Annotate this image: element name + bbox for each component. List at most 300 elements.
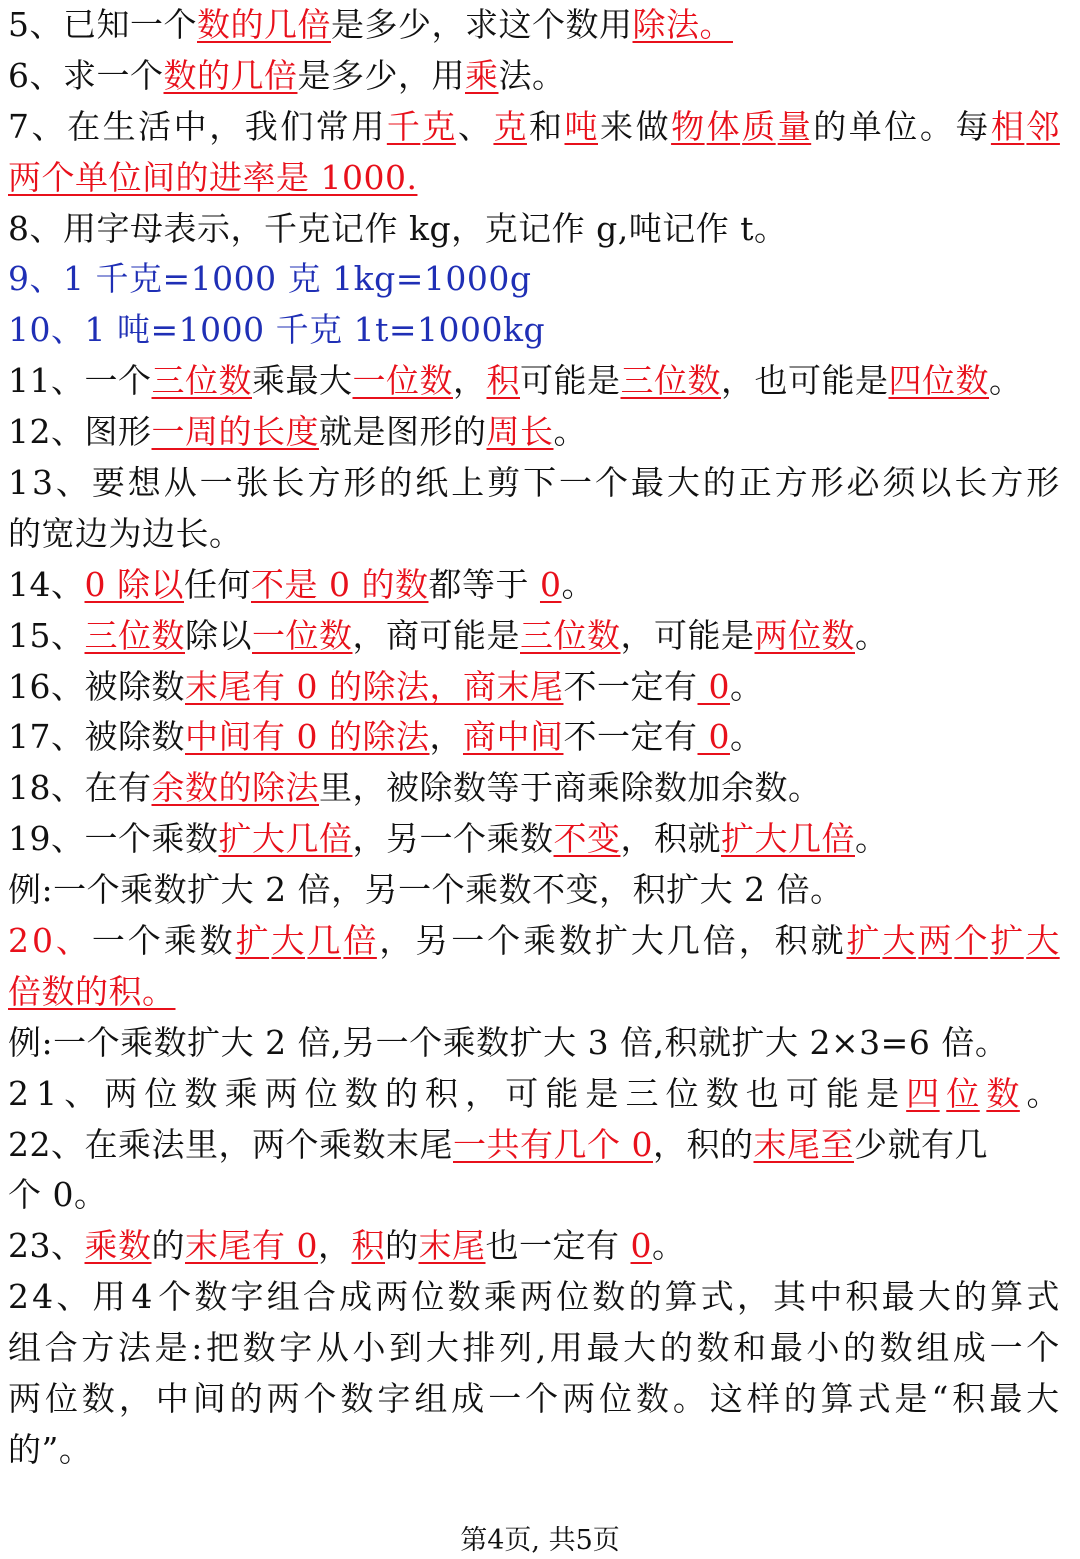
text-segment: 。: [652, 1226, 686, 1266]
text-char: 剪: [487, 463, 521, 503]
text-char: 小: [352, 1328, 387, 1368]
answer-blank: 不变: [553, 819, 621, 859]
text-char: 两: [918, 921, 952, 961]
text-char: 积: [845, 1277, 879, 1317]
text-char: 也: [745, 1073, 780, 1113]
text-char: “: [931, 1379, 949, 1419]
text-char: 数: [986, 1073, 1020, 1113]
answer-blank: 一位数: [252, 615, 353, 655]
text-char: 法: [117, 1328, 152, 1368]
text-char: 要: [91, 463, 126, 503]
text-char: 数: [447, 1277, 482, 1317]
text-char: 其: [773, 1277, 807, 1317]
text-segment: 16、被除数: [8, 666, 185, 706]
answer-blank: 商中间: [462, 717, 564, 757]
text-segment: 可能是: [520, 361, 621, 401]
text-char: 数: [696, 1328, 730, 1368]
text-char: 算: [990, 1277, 1024, 1317]
text-char: 2: [8, 921, 30, 961]
text-segment: 17、被除数: [8, 717, 185, 757]
answer-blank: 0 除以: [84, 564, 184, 604]
text-char: 是: [894, 1379, 928, 1419]
text-line: [8, 509, 1060, 560]
text-char: ，: [465, 1073, 499, 1113]
text-char: 扩: [846, 921, 880, 961]
text-char: 下: [523, 463, 557, 503]
text-line: [8, 1069, 1060, 1120]
text-char: 个: [525, 1379, 559, 1419]
text-segment: ，: [318, 1226, 352, 1266]
text-char: 一: [488, 1379, 522, 1419]
answer-blank: 两位数: [754, 615, 855, 655]
text-char: ，: [118, 1379, 153, 1419]
text-line: [8, 153, 1060, 204]
text-char: 、: [64, 1073, 98, 1113]
text-segment: 22、在乘法里，两个乘数末尾: [8, 1124, 453, 1164]
text-segment: 不一定有: [563, 717, 698, 757]
text-char: 上: [451, 463, 485, 503]
text-char: 大: [1026, 1379, 1060, 1419]
text-char: 纸: [415, 463, 449, 503]
text-char: 以: [918, 463, 952, 503]
text-segment: 12、图形: [8, 412, 152, 452]
text-char: 字: [230, 1277, 265, 1317]
text-char: 的: [953, 1277, 988, 1317]
text-line: [8, 458, 1060, 509]
text-char: 、: [457, 106, 492, 146]
answer-blank: 末尾有 0 的除法，商末尾: [185, 666, 564, 706]
text-char: 两: [375, 1277, 409, 1317]
text-char: 方: [81, 1328, 115, 1368]
text-char: 们: [280, 106, 314, 146]
answer-blank: 0: [697, 717, 730, 757]
text-char: 中: [173, 106, 208, 146]
answer-blank: 末尾有 0: [185, 1226, 318, 1266]
text-segment: ，可能是: [620, 615, 755, 655]
text-line: [8, 1374, 1060, 1425]
text-char: 样: [746, 1379, 781, 1419]
text-char: 长: [271, 463, 305, 503]
text-line: [8, 1221, 1060, 1272]
text-char: 位: [556, 1277, 590, 1317]
text-char: 中: [809, 1277, 843, 1317]
text-char: 最: [586, 1328, 621, 1368]
text-segment: ，积就: [620, 819, 721, 859]
text-char: 数: [184, 1073, 218, 1113]
answer-blank: 末尾: [418, 1226, 486, 1266]
answer-blank: 不是 0 的数: [251, 564, 429, 604]
text-char: 位: [884, 106, 918, 146]
text-char: 常: [315, 106, 350, 146]
text-char: 可: [505, 1073, 539, 1113]
answer-blank: 末尾至: [753, 1124, 854, 1164]
text-line: [8, 305, 1060, 356]
text-segment: 是多少，求这个数用: [331, 5, 633, 44]
text-segment: ，: [453, 361, 487, 401]
text-char: 张: [235, 463, 270, 503]
answer-blank: 周长: [486, 412, 554, 452]
text-char: 每: [955, 106, 989, 146]
text-char: 大: [666, 463, 701, 503]
text-char: 中: [155, 1379, 190, 1419]
text-line: [8, 763, 1060, 814]
text-char: 个: [158, 1277, 192, 1317]
text-char: 两: [519, 1277, 554, 1317]
text-char: 积: [425, 1073, 459, 1113]
text-char: 3: [31, 463, 54, 503]
text-segment: 少就有几: [854, 1124, 988, 1164]
text-char: 位: [599, 1379, 633, 1419]
text-char: 长: [954, 463, 988, 503]
answer-blank: 一周的长度: [151, 412, 319, 452]
text-segment: 14、: [8, 564, 85, 604]
text-char: 、: [31, 106, 66, 146]
text-char: 1: [36, 1073, 58, 1113]
text-char: 、: [55, 463, 90, 503]
text-char: 和: [733, 1328, 767, 1368]
text-char: 吨: [564, 106, 598, 146]
answer-blank: 乘: [465, 55, 499, 95]
text-char: 四: [906, 1073, 940, 1113]
text-line: [8, 814, 1060, 865]
text-char: 和: [528, 106, 563, 146]
text-char: 成: [339, 1277, 373, 1317]
text-char: 数: [340, 1379, 374, 1419]
text-line: [8, 916, 1060, 967]
text-segment: 的”。: [8, 1429, 93, 1469]
text-char: 用: [549, 1328, 584, 1368]
text-segment: 18、在有: [8, 768, 152, 808]
text-char: 个: [487, 921, 521, 961]
text-line: [8, 1120, 1060, 1171]
text-char: 数: [194, 1277, 228, 1317]
text-segment: 例:一个乘数扩大 2 倍,另一个乘数扩大 3 倍,积就扩大 2×3=6 倍。: [8, 1022, 1009, 1062]
text-char: 正: [738, 463, 773, 503]
text-char: 积: [774, 921, 809, 961]
text-char: 数: [81, 1379, 116, 1419]
text-char: 几: [307, 921, 341, 961]
text-char: 列: [499, 1328, 533, 1368]
text-char: 小: [806, 1328, 840, 1368]
text-char: 的: [813, 106, 847, 146]
text-char: 数: [879, 1328, 914, 1368]
text-char: 须: [882, 463, 916, 503]
text-char: 、: [56, 1277, 90, 1317]
text-char: 组: [8, 1328, 42, 1368]
answer-blank: 数的几倍: [197, 5, 331, 44]
text-char: 0: [31, 921, 54, 961]
text-char: 一: [199, 463, 234, 503]
text-char: 形: [810, 463, 845, 503]
text-line: [8, 204, 1060, 255]
text-char: 大: [917, 1277, 952, 1317]
text-char: 必: [846, 463, 880, 503]
text-char: 。: [919, 106, 954, 146]
text-segment: 除以: [185, 615, 252, 655]
text-char: 的: [702, 463, 737, 503]
text-char: 可: [785, 1073, 820, 1113]
answer-blank: 扩大几倍: [218, 819, 353, 859]
text-segment: 19、一个乘数: [8, 819, 219, 859]
text-segment: 也一定有: [485, 1226, 631, 1266]
text-char: 算: [820, 1379, 855, 1419]
text-char: 2: [8, 1073, 30, 1113]
text-char: 的: [628, 1277, 662, 1317]
text-char: 间: [192, 1379, 227, 1419]
text-char: 扩: [235, 921, 270, 961]
answer-blank: 余数的除法: [151, 768, 319, 808]
text-char: 4: [32, 1277, 54, 1317]
text-segment: ，积的: [653, 1124, 754, 1164]
text-char: 我: [244, 106, 279, 146]
answer-blank: 四位数: [888, 361, 989, 401]
text-char: 组: [414, 1379, 448, 1419]
text-char: 积: [952, 1379, 986, 1419]
text-segment: ，也可能是: [721, 361, 889, 401]
text-segment: 。: [989, 361, 1023, 401]
text-segment: ，: [429, 717, 463, 757]
text-char: 单: [848, 106, 883, 146]
text-segment: 6、求一个: [8, 55, 164, 95]
text-char: 量: [777, 106, 812, 146]
text-char: 个: [954, 921, 988, 961]
text-char: 一: [559, 463, 593, 503]
answer-blank: 倍数的积。: [8, 971, 176, 1011]
text-char: 两: [8, 1379, 42, 1419]
text-char: 两: [266, 1379, 301, 1419]
text-char: 个: [303, 1379, 337, 1419]
text-char: 。: [1026, 1073, 1060, 1113]
text-char: 大: [425, 1328, 460, 1368]
text-char: 一: [91, 921, 126, 961]
text-char: 数: [344, 1073, 379, 1113]
text-segment: ，商可能是: [352, 615, 520, 655]
answer-blank: 扩大几倍: [721, 819, 855, 859]
text-segment: 。: [553, 412, 587, 452]
text-segment: 乘最大: [252, 361, 353, 401]
text-char: 生: [102, 106, 137, 146]
text-segment: 法。: [498, 55, 566, 95]
text-char: 是: [866, 1073, 900, 1113]
text-char: ，: [379, 921, 413, 961]
text-char: 想: [127, 463, 162, 503]
text-char: 的: [783, 1379, 818, 1419]
text-char: 从: [163, 463, 198, 503]
text-char: 在: [67, 106, 101, 146]
text-char: 大: [882, 921, 916, 961]
text-char: 质: [742, 106, 776, 146]
text-segment: 的: [151, 1226, 185, 1266]
text-segment: 里，被除数等于商乘除数加余数。: [319, 768, 822, 808]
text-char: 这: [709, 1379, 744, 1419]
answer-blank: 0: [697, 666, 730, 706]
text-char: 方: [990, 463, 1024, 503]
text-segment: 。: [729, 717, 764, 757]
text-line: [8, 662, 1060, 713]
answer-blank: 一共有几个 0: [453, 1124, 653, 1164]
text-line: [8, 560, 1060, 611]
text-char: 到: [389, 1328, 423, 1368]
text-char: 最: [881, 1277, 916, 1317]
text-char: 的: [384, 1073, 419, 1113]
document-body: [8, 0, 1060, 1476]
text-segment: 。: [729, 666, 764, 706]
text-char: 的: [659, 1328, 694, 1368]
text-char: 大: [630, 921, 665, 961]
text-char: 是: [154, 1328, 189, 1368]
text-segment: 8、用字母表示，千克记作 kg，克记作 g,吨记作 t。: [8, 208, 788, 248]
text-char: 从: [315, 1328, 350, 1368]
text-char: 扩: [594, 921, 629, 961]
text-line: [8, 356, 1060, 407]
answer-blank: 两个单位间的进率是 1000.: [8, 157, 418, 197]
text-char: 个: [127, 921, 162, 961]
answer-blank: 三位数: [520, 615, 621, 655]
text-char: 物: [671, 106, 705, 146]
text-char: 组: [266, 1277, 301, 1317]
text-char: 位: [304, 1073, 339, 1113]
text-line: [8, 611, 1060, 662]
text-char: 千: [386, 106, 421, 146]
text-char: 两: [104, 1073, 138, 1113]
text-char: 组: [916, 1328, 950, 1368]
text-char: 能: [825, 1073, 860, 1113]
text-char: 能: [545, 1073, 579, 1113]
text-char: 三: [625, 1073, 659, 1113]
text-char: 位: [665, 1073, 700, 1113]
text-segment: 的宽边为边长。: [8, 513, 243, 553]
page-footer: 第4页, 共5页: [460, 1525, 620, 1556]
text-char: 活: [138, 106, 172, 146]
text-line: [8, 865, 1060, 916]
text-char: 邻: [1026, 106, 1060, 146]
text-char: 位: [144, 1073, 178, 1113]
text-char: 。: [672, 1379, 707, 1419]
text-char: 几: [666, 921, 701, 961]
text-segment: 不一定有: [563, 666, 698, 706]
text-char: 位: [44, 1379, 79, 1419]
text-line: [8, 1425, 1060, 1476]
text-segment: 个 0。: [8, 1175, 108, 1215]
text-char: 乘: [163, 921, 198, 961]
text-char: 一: [989, 1328, 1024, 1368]
text-char: 克: [422, 106, 456, 146]
text-char: 字: [279, 1328, 313, 1368]
text-line: [8, 0, 1060, 51]
text-char: 成: [451, 1379, 485, 1419]
text-char: 1: [8, 463, 30, 503]
text-char: 、: [55, 921, 90, 961]
answer-blank: 三位数: [84, 615, 185, 655]
text-char: 大: [623, 1328, 657, 1368]
answer-blank: 中间有 0 的除法: [185, 717, 430, 757]
text-line: [8, 1272, 1060, 1323]
text-char: 数: [199, 921, 234, 961]
text-line: [8, 712, 1060, 763]
text-char: 方: [774, 463, 809, 503]
text-char: 个: [594, 463, 629, 503]
text-char: ，: [736, 1277, 771, 1317]
answer-blank: 数的几倍: [163, 55, 298, 95]
text-char: 数: [559, 921, 593, 961]
answer-blank: 三位数: [620, 361, 721, 401]
text-char: 的: [379, 463, 413, 503]
text-line: [8, 1323, 1060, 1374]
text-segment: 11、一个: [8, 361, 152, 401]
text-char: ，: [209, 106, 243, 146]
answer-blank: 一位数: [352, 361, 453, 401]
text-segment: 是多少，用: [297, 55, 465, 95]
text-char: 2: [8, 1277, 30, 1317]
text-char: 式: [1026, 1277, 1060, 1317]
text-char: 数: [592, 1277, 626, 1317]
text-char: 两: [264, 1073, 299, 1113]
text-segment: ，另一个乘数: [352, 819, 554, 859]
text-char: 扩: [990, 921, 1024, 961]
answer-blank: 除法。: [632, 5, 733, 44]
text-line: [8, 1170, 1060, 1221]
text-char: 一: [451, 921, 485, 961]
text-char: 乘: [523, 921, 557, 961]
text-char: 另: [415, 921, 449, 961]
text-char: 最: [630, 463, 665, 503]
text-char: 最: [989, 1379, 1023, 1419]
text-segment: 。: [855, 819, 889, 859]
answer-blank: 三位数: [151, 361, 252, 401]
text-char: 是: [585, 1073, 619, 1113]
answer-blank: 积: [486, 361, 520, 401]
text-char: 用: [92, 1277, 127, 1317]
text-line: [8, 967, 1060, 1018]
text-char: 合: [44, 1328, 79, 1368]
text-char: 的: [229, 1379, 264, 1419]
text-line: [8, 254, 1060, 305]
text-char: 乘: [483, 1277, 518, 1317]
text-char: 倍: [343, 921, 377, 961]
text-segment: 的: [385, 1226, 419, 1266]
text-char: 做: [635, 106, 670, 146]
text-char: 式: [857, 1379, 892, 1419]
text-char: 就: [810, 921, 845, 961]
text-segment: 都等于: [428, 564, 540, 604]
text-char: 来: [600, 106, 634, 146]
text-char: 算: [664, 1277, 699, 1317]
text-segment: 10、1 吨=1000 千克 1t=1000kg: [8, 310, 546, 350]
text-char: 两: [562, 1379, 596, 1419]
text-char: 大: [271, 921, 305, 961]
text-line: [8, 102, 1060, 153]
text-char: 把: [205, 1328, 240, 1368]
text-char: 体: [706, 106, 741, 146]
text-segment: 例:一个乘数扩大 2 倍，另一个乘数不变，积扩大 2 倍。: [8, 870, 844, 910]
text-segment: 9、1 千克=1000 克 1kg=1000g: [8, 259, 532, 299]
text-char: 方: [307, 463, 341, 503]
text-char: 位: [946, 1073, 980, 1113]
text-segment: 。: [855, 615, 889, 655]
text-char: 排: [462, 1328, 496, 1368]
text-char: 数: [705, 1073, 740, 1113]
text-segment: 23、: [8, 1226, 85, 1266]
text-segment: 就是图形的: [319, 412, 487, 452]
text-segment: 5、已知一个: [8, 5, 197, 44]
text-char: ,: [535, 1328, 547, 1368]
text-char: 成: [952, 1328, 987, 1368]
text-char: :: [191, 1328, 203, 1368]
answer-blank: 0: [539, 564, 562, 604]
text-char: 的: [843, 1328, 877, 1368]
answer-blank: 乘数: [84, 1226, 152, 1266]
answer-blank: 积: [351, 1226, 385, 1266]
